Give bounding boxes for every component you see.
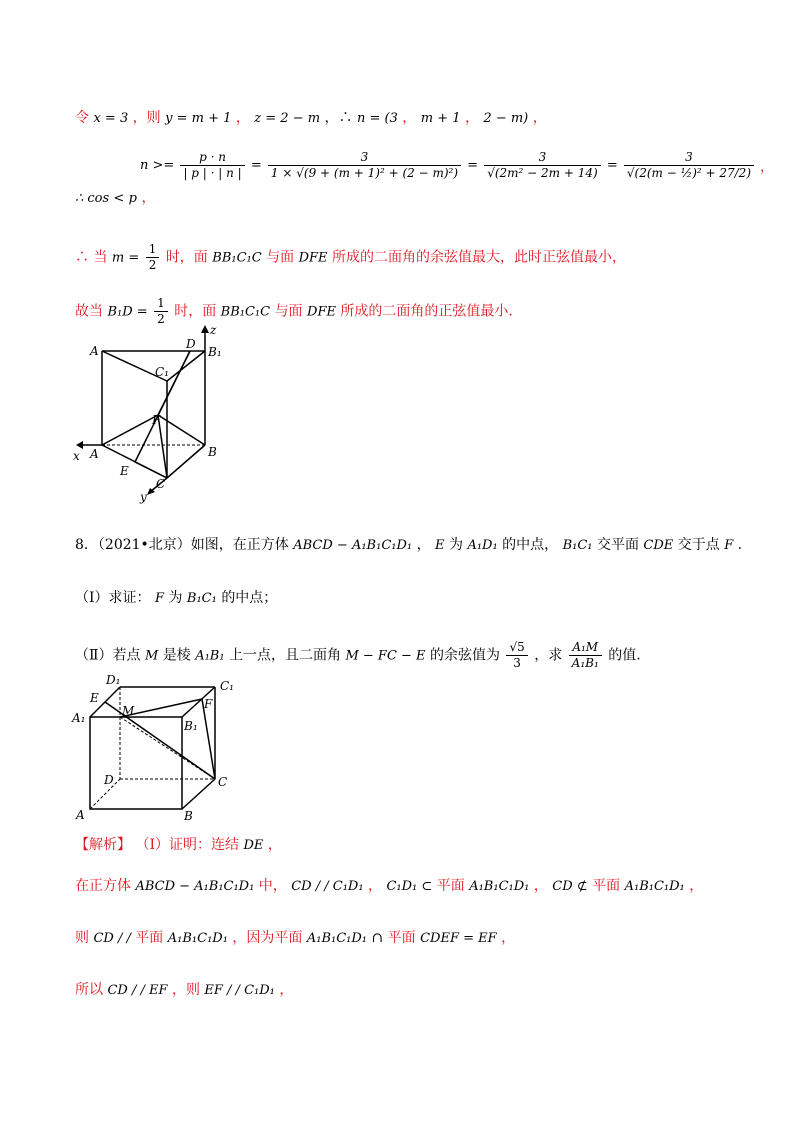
fraction: $\frac{1}{2}$ xyxy=(154,296,168,327)
math: n = (3 xyxy=(356,111,398,126)
label-b: B xyxy=(184,809,193,822)
label-x: x xyxy=(73,449,80,463)
label-e: E xyxy=(90,691,99,705)
question-part-1: （Ⅰ）求证： F 为 B₁C₁ 的中点； xyxy=(75,590,278,606)
solution-line-4: 故当 B₁D = $\frac{1}{2}$ 时，面 BB₁C₁C 与面 DFE 所成的二面角的正弦值最小. xyxy=(75,296,513,326)
label-d: D xyxy=(104,773,114,787)
math: z = 2 − m xyxy=(254,111,321,126)
cube-figure xyxy=(70,672,250,822)
fraction: $\frac{1}{2}$ xyxy=(146,242,160,273)
fraction: $\frac{3}{\text{1 × √(9 + (m + 1)² + (2 − m)²)}}$ xyxy=(268,150,461,181)
fraction: $\frac{3}{\text{√(2m² − 2m + 14)}}$ xyxy=(484,150,600,181)
label-b1: B₁ xyxy=(208,345,222,359)
label-f: F xyxy=(204,697,213,711)
math: m + 1 xyxy=(420,111,461,126)
math: y = m + 1 xyxy=(165,111,232,126)
label-a1: A₁ xyxy=(72,711,86,725)
label-d1: D₁ xyxy=(106,673,121,687)
solution-line-s4: 所以 CD / / EF ，则 EF / / C₁D₁ ， xyxy=(75,982,294,998)
label-y: y xyxy=(140,490,147,504)
label-b: B xyxy=(208,445,217,459)
fraction: $\frac{p \cdot n}{| p | \cdot | n |}$ xyxy=(180,150,244,181)
fraction: $\frac{√5}{3}$ xyxy=(506,640,527,671)
solution-line-3: ∴ 当 m = $\frac{1}{2}$ 时，面 BB₁C₁C 与面 DFE 所成的二面角的余弦值最大，此时正弦值最小， xyxy=(75,242,626,272)
solution-start: 【解析】 （Ⅰ）证明：连结 DE ， xyxy=(75,837,282,853)
fraction: $\frac{3}{\text{√(2(m − ½)² + 27/2)}}$ xyxy=(624,150,754,181)
label-d: D xyxy=(186,337,196,351)
text: ， xyxy=(402,110,417,126)
label-a1: A xyxy=(90,344,99,358)
solution-line-s2: 在正方体 ABCD − A₁B₁C₁D₁ 中， CD / / C₁D₁ ， C₁D₁ ⊂ 平面 A₁B₁C₁D₁ ， CD ⊄ 平面 A₁B₁C₁D₁ ， xyxy=(75,878,704,894)
text: ， xyxy=(235,110,250,126)
label-c1: C₁ xyxy=(220,679,234,693)
label-a: A xyxy=(90,447,99,461)
text: 令 xyxy=(75,110,89,126)
solution-line-1 xyxy=(75,108,740,129)
text: ， xyxy=(532,110,547,126)
prism-coordinate-figure xyxy=(70,320,230,505)
label-c: C xyxy=(156,477,166,491)
question-8: 8．（2021•北京）如图，在正方体 ABCD − A₁B₁C₁D₁ ， E 为 A₁D₁ 的中点， B₁C₁ 交平面 CDE 交于点 F . xyxy=(75,537,743,553)
label-m: M xyxy=(122,704,135,718)
question-part-2: （Ⅱ）若点 M 是棱 A₁B₁ 上一点，且二面角 M − FC − E 的余弦值为 $\frac{√5}{3}$ ，求 $\frac{\text{A₁M}}{\text{A₁B₁}}$ 的值. xyxy=(75,640,641,670)
math: 2 − m) xyxy=(483,111,529,126)
label-e: E xyxy=(120,464,129,478)
label-c: C xyxy=(218,775,228,789)
solution-tag: 【解析】 xyxy=(75,837,131,853)
label-c1: C₁ xyxy=(155,365,169,379)
solution-line-s3: 则 CD / / 平面 A₁B₁C₁D₁ ，因为平面 A₁B₁C₁D₁ ∩ 平面 CDEF = EF ， xyxy=(75,930,516,946)
math: x = 3 xyxy=(93,111,129,126)
label-a: A xyxy=(76,808,85,822)
text: ， xyxy=(464,110,479,126)
fraction: $\frac{\text{A₁M}}{\text{A₁B₁}}$ xyxy=(569,640,602,671)
math: n >= xyxy=(140,158,175,173)
cos-prefix: ∴ cos < p ， xyxy=(75,190,156,206)
label-z: z xyxy=(210,323,217,337)
label-f: F xyxy=(152,413,161,427)
text: ，∴ xyxy=(324,110,353,126)
label-b1: B₁ xyxy=(184,719,198,733)
text: ，则 xyxy=(132,110,161,126)
cosine-equation: n >= $\frac{p \cdot n}{| p | \cdot | n |}$ = $\frac{3}{\text{1 × √(9 + (m + 1)² + (2 − m)²)}}$ = $\frac{3}{\text{√(2m² − 2m + 14)}}$ = $\frac{3}{\text{√(2(m − ½)² + 27/2)}}$ ， xyxy=(140,150,774,180)
